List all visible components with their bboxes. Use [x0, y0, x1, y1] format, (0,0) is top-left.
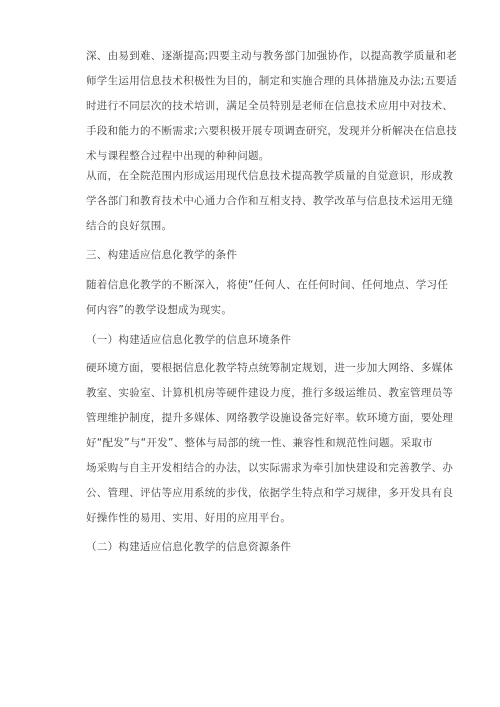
text-line: 师学生运用信息技术积极性为目的，制定和实施合理的具体措施及办法;五要适: [86, 75, 458, 87]
text-line: 术与课程整合过程中出现的种种问题。: [86, 150, 270, 162]
paragraph-atmosphere: [86, 164, 454, 239]
text-line: 教室、实验室、计算机机房等硬件建设力度，推行多级运维员、教室管理员等: [86, 387, 454, 399]
section-heading-conditions: 三、构建适应信息化教学的条件: [86, 249, 238, 261]
text-line: 从而，在全院范围内形成运用现代信息技术提高教学质量的自觉意识，形成教: [86, 170, 454, 182]
text-line: 好操作性的易用、实用、好用的应用平台。: [86, 512, 292, 524]
text-line: 深、由易到难、逐渐提高;四要主动与教务部门加强协作，以提高教学质量和老: [86, 50, 458, 62]
text-line: 学各部门和教育技术中心通力合作和互相支持、教学改革与信息技术运用无缝: [86, 195, 454, 207]
text-line: 场采购与自主开发相结合的办法，以实际需求为牵引加快建设和完善教学、办: [86, 462, 454, 474]
paragraph-hard-soft-environment: [86, 356, 454, 531]
text-line: 公、管理、评估等应用系统的步伐，依据学生特点和学习规律，多开发具有良: [86, 487, 454, 499]
paragraph-strategies: [86, 44, 458, 169]
text-line: 随着信息化教学的不断深入，将使“任何人、在任何时间、任何地点、学习任: [86, 279, 449, 291]
text-line: 硬环境方面，要根据信息化教学特点统筹制定规划，进一步加大网络、多媒体: [86, 362, 454, 374]
text-line: 管理维护制度，提升多媒体、网络教学设施设备完好率。软环境方面，要处理: [86, 412, 454, 424]
text-line: 何内容”的教学设想成为现实。: [86, 304, 233, 316]
text-line: 结合的良好氛围。: [86, 220, 173, 232]
subheading-info-resources: （二）构建适应信息化教学的信息资源条件: [86, 541, 292, 553]
text-line: 时进行不同层次的技术培训，满足全员特别是老师在信息技术应用中对技术、: [86, 100, 454, 112]
subheading-info-environment: （一）构建适应信息化教学的信息环境条件: [86, 334, 292, 346]
text-line: 手段和能力的不断需求;六要积极开展专项调查研究，发现并分析解决在信息技: [86, 125, 458, 137]
paragraph-vision: [86, 273, 449, 323]
text-line: 好“配发”与“开发”、整体与局部的统一性、兼容性和规范性问题。采取市: [86, 437, 433, 449]
